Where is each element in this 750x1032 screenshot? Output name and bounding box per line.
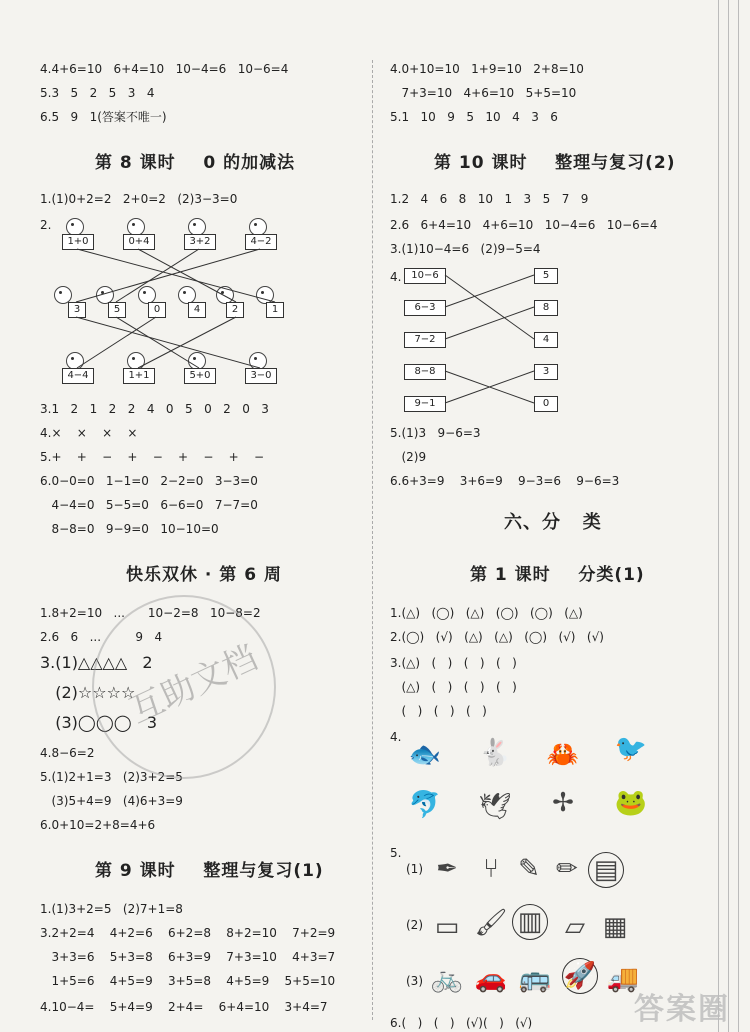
answer-line: 3.(1)△△△△ 2 xyxy=(40,653,153,672)
sub-label: (2) xyxy=(406,918,423,932)
pen-icon: ✒ xyxy=(436,854,458,884)
match-line xyxy=(77,249,275,302)
dolphin-icon: 🐬 xyxy=(408,790,442,820)
match-line xyxy=(76,249,260,302)
number-box: 0 xyxy=(148,302,166,318)
answer-line: (2)9 xyxy=(390,450,427,464)
answer-line: 4−4=0 5−5=0 6−6=0 7−7=0 xyxy=(40,498,258,512)
answer-line: 4.4+6=10 6+4=10 10−4=6 10−6=4 xyxy=(40,62,289,76)
page-edge xyxy=(738,0,739,1032)
number-box: 1 xyxy=(266,302,284,318)
answer-line: 2.(◯) (√) (△) (△) (◯) (√) (√) xyxy=(390,630,604,644)
rabbit-icon: 🐇 xyxy=(478,738,512,768)
eraser-icon: ▱ xyxy=(565,912,585,942)
question-number: 5. xyxy=(390,846,402,860)
answer-line: 6.5 9 1(答案不唯一) xyxy=(40,110,167,124)
bicycle-icon: 🚲 xyxy=(430,964,464,994)
answer-line: 1.8+2=10 ... 10−2=8 10−8=2 xyxy=(40,606,261,620)
answer-line: 6.( ) ( ) (√)( ) (√) xyxy=(390,1016,533,1030)
car-icon: 🚗 xyxy=(474,964,508,994)
number-box: 3 xyxy=(534,364,558,380)
answer-line: 5.1 10 9 5 10 4 3 6 xyxy=(390,110,558,124)
question-number: 4. xyxy=(390,730,402,744)
section-title: 第 9 课时 整理与复习(1) xyxy=(95,861,324,881)
expression-box: 8−8 xyxy=(404,364,446,380)
answer-line: 1.(△) (◯) (△) (◯) (◯) (△) xyxy=(390,606,583,620)
match-line xyxy=(76,317,260,368)
truck-icon: 🚚 xyxy=(606,964,640,994)
expression-box: 3+2 xyxy=(184,234,216,250)
fish-icon: 🐟 xyxy=(408,740,442,770)
answer-line: 7+3=10 4+6=10 5+5=10 xyxy=(390,86,577,100)
ruler-icon: ▭ xyxy=(434,912,460,942)
number-box: 4 xyxy=(188,302,206,318)
bus-icon: 🚌 xyxy=(518,964,552,994)
expression-box: 4−2 xyxy=(245,234,277,250)
answer-line: 5.3 5 2 5 3 4 xyxy=(40,86,155,100)
expression-box: 1+1 xyxy=(123,368,155,384)
match-line xyxy=(77,317,156,368)
expression-box: 5+0 xyxy=(184,368,216,384)
answer-line: 4.× × × × xyxy=(40,426,138,440)
page-edge xyxy=(718,0,719,1032)
answer-line: (3)◯◯◯ 3 xyxy=(40,713,158,732)
crab-icon: 🦀 xyxy=(546,740,580,770)
expression-box: 3−0 xyxy=(245,368,277,384)
number-box: 4 xyxy=(534,332,558,348)
expression-box: 4−4 xyxy=(62,368,94,384)
rocket-icon: 🚀 xyxy=(562,958,598,994)
unit-title: 六、分 类 xyxy=(504,512,602,533)
section-title: 第 8 课时 0 的加减法 xyxy=(95,153,296,173)
fork-icon: ⑂ xyxy=(483,854,499,884)
answer-line: 3.2+2=4 4+2=6 6+2=8 8+2=10 7+2=9 xyxy=(40,926,336,940)
answer-line: 4.10−4= 5+4=9 2+4= 6+4=10 3+4=7 xyxy=(40,1000,328,1014)
bird-icon: 🐦 xyxy=(614,734,648,764)
match-line xyxy=(445,307,534,339)
expression-box: 9−1 xyxy=(404,396,446,412)
answer-line: 8−8=0 9−9=0 10−10=0 xyxy=(40,522,219,536)
answer-line: 5.(1)2+1=3 (2)3+2=5 xyxy=(40,770,183,784)
answer-line: 4.0+10=10 1+9=10 2+8=10 xyxy=(390,62,584,76)
answer-line: (△) ( ) ( ) ( ) xyxy=(390,680,517,694)
section-title: 第 1 课时 分类(1) xyxy=(470,565,645,585)
answer-line: 6.6+3=9 3+6=9 9−3=6 9−6=3 xyxy=(390,474,620,488)
brush-icon: 🖌 xyxy=(474,908,508,938)
expression-box: 7−2 xyxy=(404,332,446,348)
answer-line: 2.6 6 ... 9 4 xyxy=(40,630,163,644)
answer-line: 3.(1)10−4=6 (2)9−5=4 xyxy=(390,242,541,256)
answer-line: 6.0+10=2+8=4+6 xyxy=(40,818,156,832)
expression-box: 1+0 xyxy=(62,234,94,250)
stamp-watermark xyxy=(92,595,276,779)
number-box: 2 xyxy=(226,302,244,318)
matching-lines xyxy=(0,0,370,400)
match-line xyxy=(445,275,534,339)
expression-box: 10−6 xyxy=(404,268,446,284)
pencil-icon: ✎ xyxy=(518,854,540,884)
number-box: 3 xyxy=(68,302,86,318)
match-line xyxy=(445,275,534,307)
section-title: 第 10 课时 整理与复习(2) xyxy=(434,153,676,173)
frog-icon: 🐸 xyxy=(614,788,648,818)
answer-line: 1.(1)0+2=2 2+0=2 (2)3−3=0 xyxy=(40,192,238,206)
answer-line: 3+3=6 5+3=8 6+3=9 7+3=10 4+3=7 xyxy=(40,950,336,964)
number-box: 5 xyxy=(108,302,126,318)
column-divider xyxy=(372,60,373,1020)
answer-line: 3.(△) ( ) ( ) ( ) xyxy=(390,656,517,670)
answer-line: 4.8−6=2 xyxy=(40,746,95,760)
site-watermark: 答案圈 xyxy=(634,992,730,1027)
sub-label: (1) xyxy=(406,862,423,876)
answer-line: 1+5=6 4+5=9 3+5=8 4+5=9 5+5=10 xyxy=(40,974,336,988)
question-number: 2. xyxy=(40,218,52,232)
swallow-icon: 🕊 xyxy=(478,792,512,822)
answer-line: 2.6 6+4=10 4+6=10 10−4=6 10−6=4 xyxy=(390,218,658,232)
stamp-text: 互助文档 xyxy=(123,637,264,732)
answer-line: 5.+ + − + − + − + − xyxy=(40,450,265,464)
number-box: 0 xyxy=(534,396,558,412)
answer-line: (3)5+4=9 (4)6+3=9 xyxy=(40,794,183,808)
answer-line: ( ) ( ) ( ) xyxy=(390,704,487,718)
dragonfly-icon: ✢ xyxy=(552,788,574,818)
answer-line: (2)☆☆☆☆ xyxy=(40,683,136,702)
expression-box: 0+4 xyxy=(123,234,155,250)
crayon-icon: ✏ xyxy=(556,854,578,884)
number-box: 5 xyxy=(534,268,558,284)
answer-line: 1.2 4 6 8 10 1 3 5 7 9 xyxy=(390,192,589,206)
number-box: 8 xyxy=(534,300,558,316)
book-icon: ▤ xyxy=(588,852,624,888)
answer-line: 3.1 2 1 2 2 4 0 5 0 2 0 3 xyxy=(40,402,269,416)
sub-label: (3) xyxy=(406,974,423,988)
page-edge xyxy=(728,0,729,1032)
answer-line: 6.0−0=0 1−1=0 2−2=0 3−3=0 xyxy=(40,474,258,488)
notebook-icon: ▥ xyxy=(512,904,548,940)
schoolbag-icon: ▦ xyxy=(602,912,628,942)
answer-line: 5.(1)3 9−6=3 xyxy=(390,426,481,440)
matching-lines xyxy=(378,0,718,420)
expression-box: 6−3 xyxy=(404,300,446,316)
section-title: 快乐双休 · 第 6 周 xyxy=(126,565,282,585)
answer-line: 1.(1)3+2=5 (2)7+1=8 xyxy=(40,902,183,916)
question-number: 4. xyxy=(390,270,402,284)
